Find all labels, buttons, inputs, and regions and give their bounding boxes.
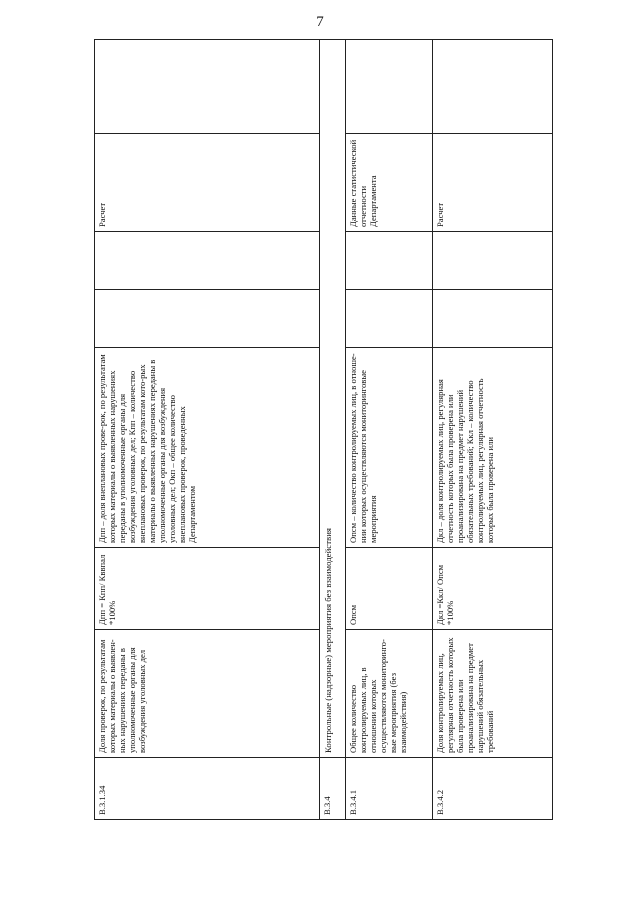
empty-cell: [95, 232, 320, 290]
indicator-description: Опсм – количество контролируемых лиц, в отноше-нии которых осуществляются мониторинговые мероприятия: [346, 348, 433, 548]
indicator-formula: Дпп = Кпп/ Кввпал *100%: [95, 548, 320, 630]
empty-cell: [346, 40, 433, 134]
indicators-table: [94, 39, 553, 820]
table-row: [320, 40, 346, 820]
empty-cell: [433, 232, 553, 290]
indicator-name: Общее количество контролируемых лиц, в отношении которых осуществляются мониторинго-вые мероприятия (без взаимодействия): [346, 630, 433, 758]
row-id: В.3.4: [320, 758, 346, 820]
rotated-page-content: [94, 40, 606, 820]
empty-cell: [346, 290, 433, 348]
indicator-name: Доля проверок, по результатам которых материалы о выявлен-ных нарушениях переданы в уполномоченные органы для возбуждения уголовных дел: [95, 630, 320, 758]
indicator-formula: Дкл =Ккл/ Опсм *100%: [433, 548, 553, 630]
indicator-formula: Опсм: [346, 548, 433, 630]
row-id: В.3.4.1: [346, 758, 433, 820]
page-number: 7: [316, 14, 324, 30]
empty-cell: [433, 40, 553, 134]
empty-cell: [95, 290, 320, 348]
row-id: В.3.4.2: [433, 758, 553, 820]
empty-cell: [433, 290, 553, 348]
table-row: [433, 40, 553, 820]
section-title: Контрольные (надзорные) мероприятия без взаимодействия: [320, 40, 346, 758]
empty-cell: [346, 232, 433, 290]
data-source: Данные статистической отчетности Департамента: [346, 134, 433, 232]
indicator-description: Дкл – доля контролируемых лиц, регулярная отчетность которых была проверена или проанализирована на предмет нарушений обязательных требований; Ккл – количество контролируемых лиц, регулярная отчетность которых была проверена или: [433, 348, 553, 548]
row-id: В.3.1.34: [95, 758, 320, 820]
table-row: [95, 40, 320, 820]
table-row: [346, 40, 433, 820]
indicator-description: Дпп – доля внеплановых прове-рок, по результатам которых материалы о выявленных нарушениях переданы в уполномоченные органы для возбуждения уголовных дел; Кпп – количество внеплановых проверок, по результатам кото-рых материалы о выявленных нарушениях переданы в уполномоченные органы для возбуждения уголовных дел; Окп – общее количество внеплановых проверок, проведенных Департаментом: [95, 348, 320, 548]
empty-cell: [95, 40, 320, 134]
data-source: Расчет: [433, 134, 553, 232]
indicator-name: Доля контролируемых лиц, регулярная отчетность которых была проверена или проанализирована на предмет нарушений обязательных требований: [433, 630, 553, 758]
data-source: Расчет: [95, 134, 320, 232]
